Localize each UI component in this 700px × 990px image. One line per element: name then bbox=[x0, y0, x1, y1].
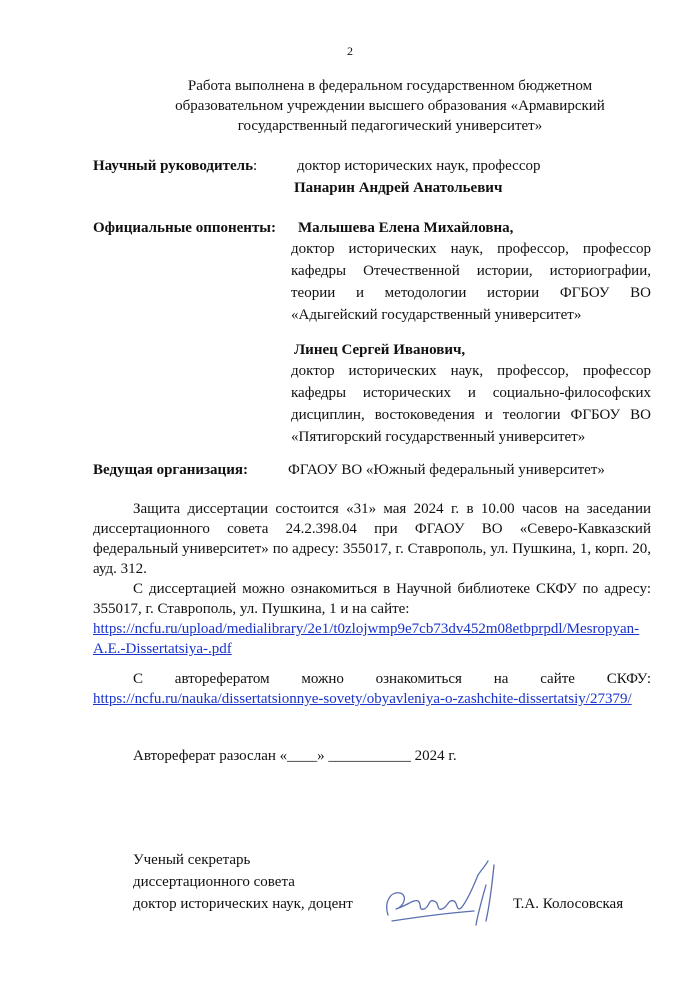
secretary-name: Т.А. Колосовская bbox=[513, 896, 624, 912]
dissertation-link[interactable]: https://ncfu.ru/upload/medialibrary/2e1/t0zlojwmp9e7cb73dv452m08etbprpdl/Mesropyan-A.E.-Dissertatsiya-.pdf bbox=[93, 621, 640, 657]
abstract-text: С авторефератом можно ознакомиться на сайте СКФУ: bbox=[133, 671, 651, 687]
signature-image bbox=[378, 855, 513, 930]
leading-org-label: Ведущая организация: bbox=[93, 462, 248, 478]
page-number: 2 bbox=[347, 44, 353, 58]
secretary-title-1: Ученый секретарь bbox=[133, 852, 251, 868]
opponent-2-name: Линец Сергей Иванович, bbox=[294, 342, 466, 358]
secretary-title-3: доктор исторических наук, доцент bbox=[133, 896, 353, 912]
supervisor-label-wrap bbox=[93, 158, 257, 175]
opponent-2-details: доктор исторических наук, профессор, профессор кафедры исторических и социально-философских дисциплин, востоковедения и теологии ФГБОУ ВО «Пятигорский государственный университет» bbox=[291, 363, 651, 445]
opponent-1-name: Малышева Елена Михайловна, bbox=[298, 220, 514, 236]
abstract-link[interactable]: https://ncfu.ru/nauka/dissertatsionnye-sovety/obyavleniya-o-zashchite-dissertatsiy/27379/ bbox=[93, 691, 632, 707]
defense-paragraph: Защита диссертации состоится «31» мая 2024 г. в 10.00 часов на заседании диссертационного совета 24.2.398.04 при ФГАОУ ВО «Северо-Кавказский федеральный университет» по адресу: 355017, г. Ставрополь, ул. Пушкина, 1, корп. 20, ауд. 312. bbox=[93, 501, 651, 577]
supervisor-colon: : bbox=[253, 158, 258, 174]
supervisor-name: Панарин Андрей Анатольевич bbox=[294, 180, 503, 196]
opponent-1-details: доктор исторических наук, профессор, профессор кафедры Отечественной истории, историографии, теории и методологии истории ФГБОУ ВО «Адыгейский государственный университет» bbox=[291, 241, 651, 323]
secretary-title-2: диссертационного совета bbox=[133, 874, 295, 890]
supervisor-degree: доктор исторических наук, профессор bbox=[297, 158, 541, 174]
sent-out-line: Автореферат разослан «____» ___________ 2024 г. bbox=[133, 748, 457, 764]
abstract-paragraph bbox=[93, 669, 651, 709]
supervisor-label: Научный руководитель bbox=[93, 158, 253, 174]
library-paragraph bbox=[93, 579, 651, 659]
opponents-label: Официальные оппоненты: bbox=[93, 220, 277, 236]
library-text: С диссертацией можно ознакомиться в Научной библиотеке СКФУ по адресу: 355017, г. Ставрополь, ул. Пушкина, 1 и на сайте: bbox=[93, 581, 651, 617]
leading-org-value: ФГАОУ ВО «Южный федеральный университет» bbox=[288, 462, 605, 478]
intro-paragraph: Работа выполнена в федеральном государственном бюджетном образовательном учреждении высшего образования «Армавирский государственный педагогический университет» bbox=[175, 78, 605, 134]
